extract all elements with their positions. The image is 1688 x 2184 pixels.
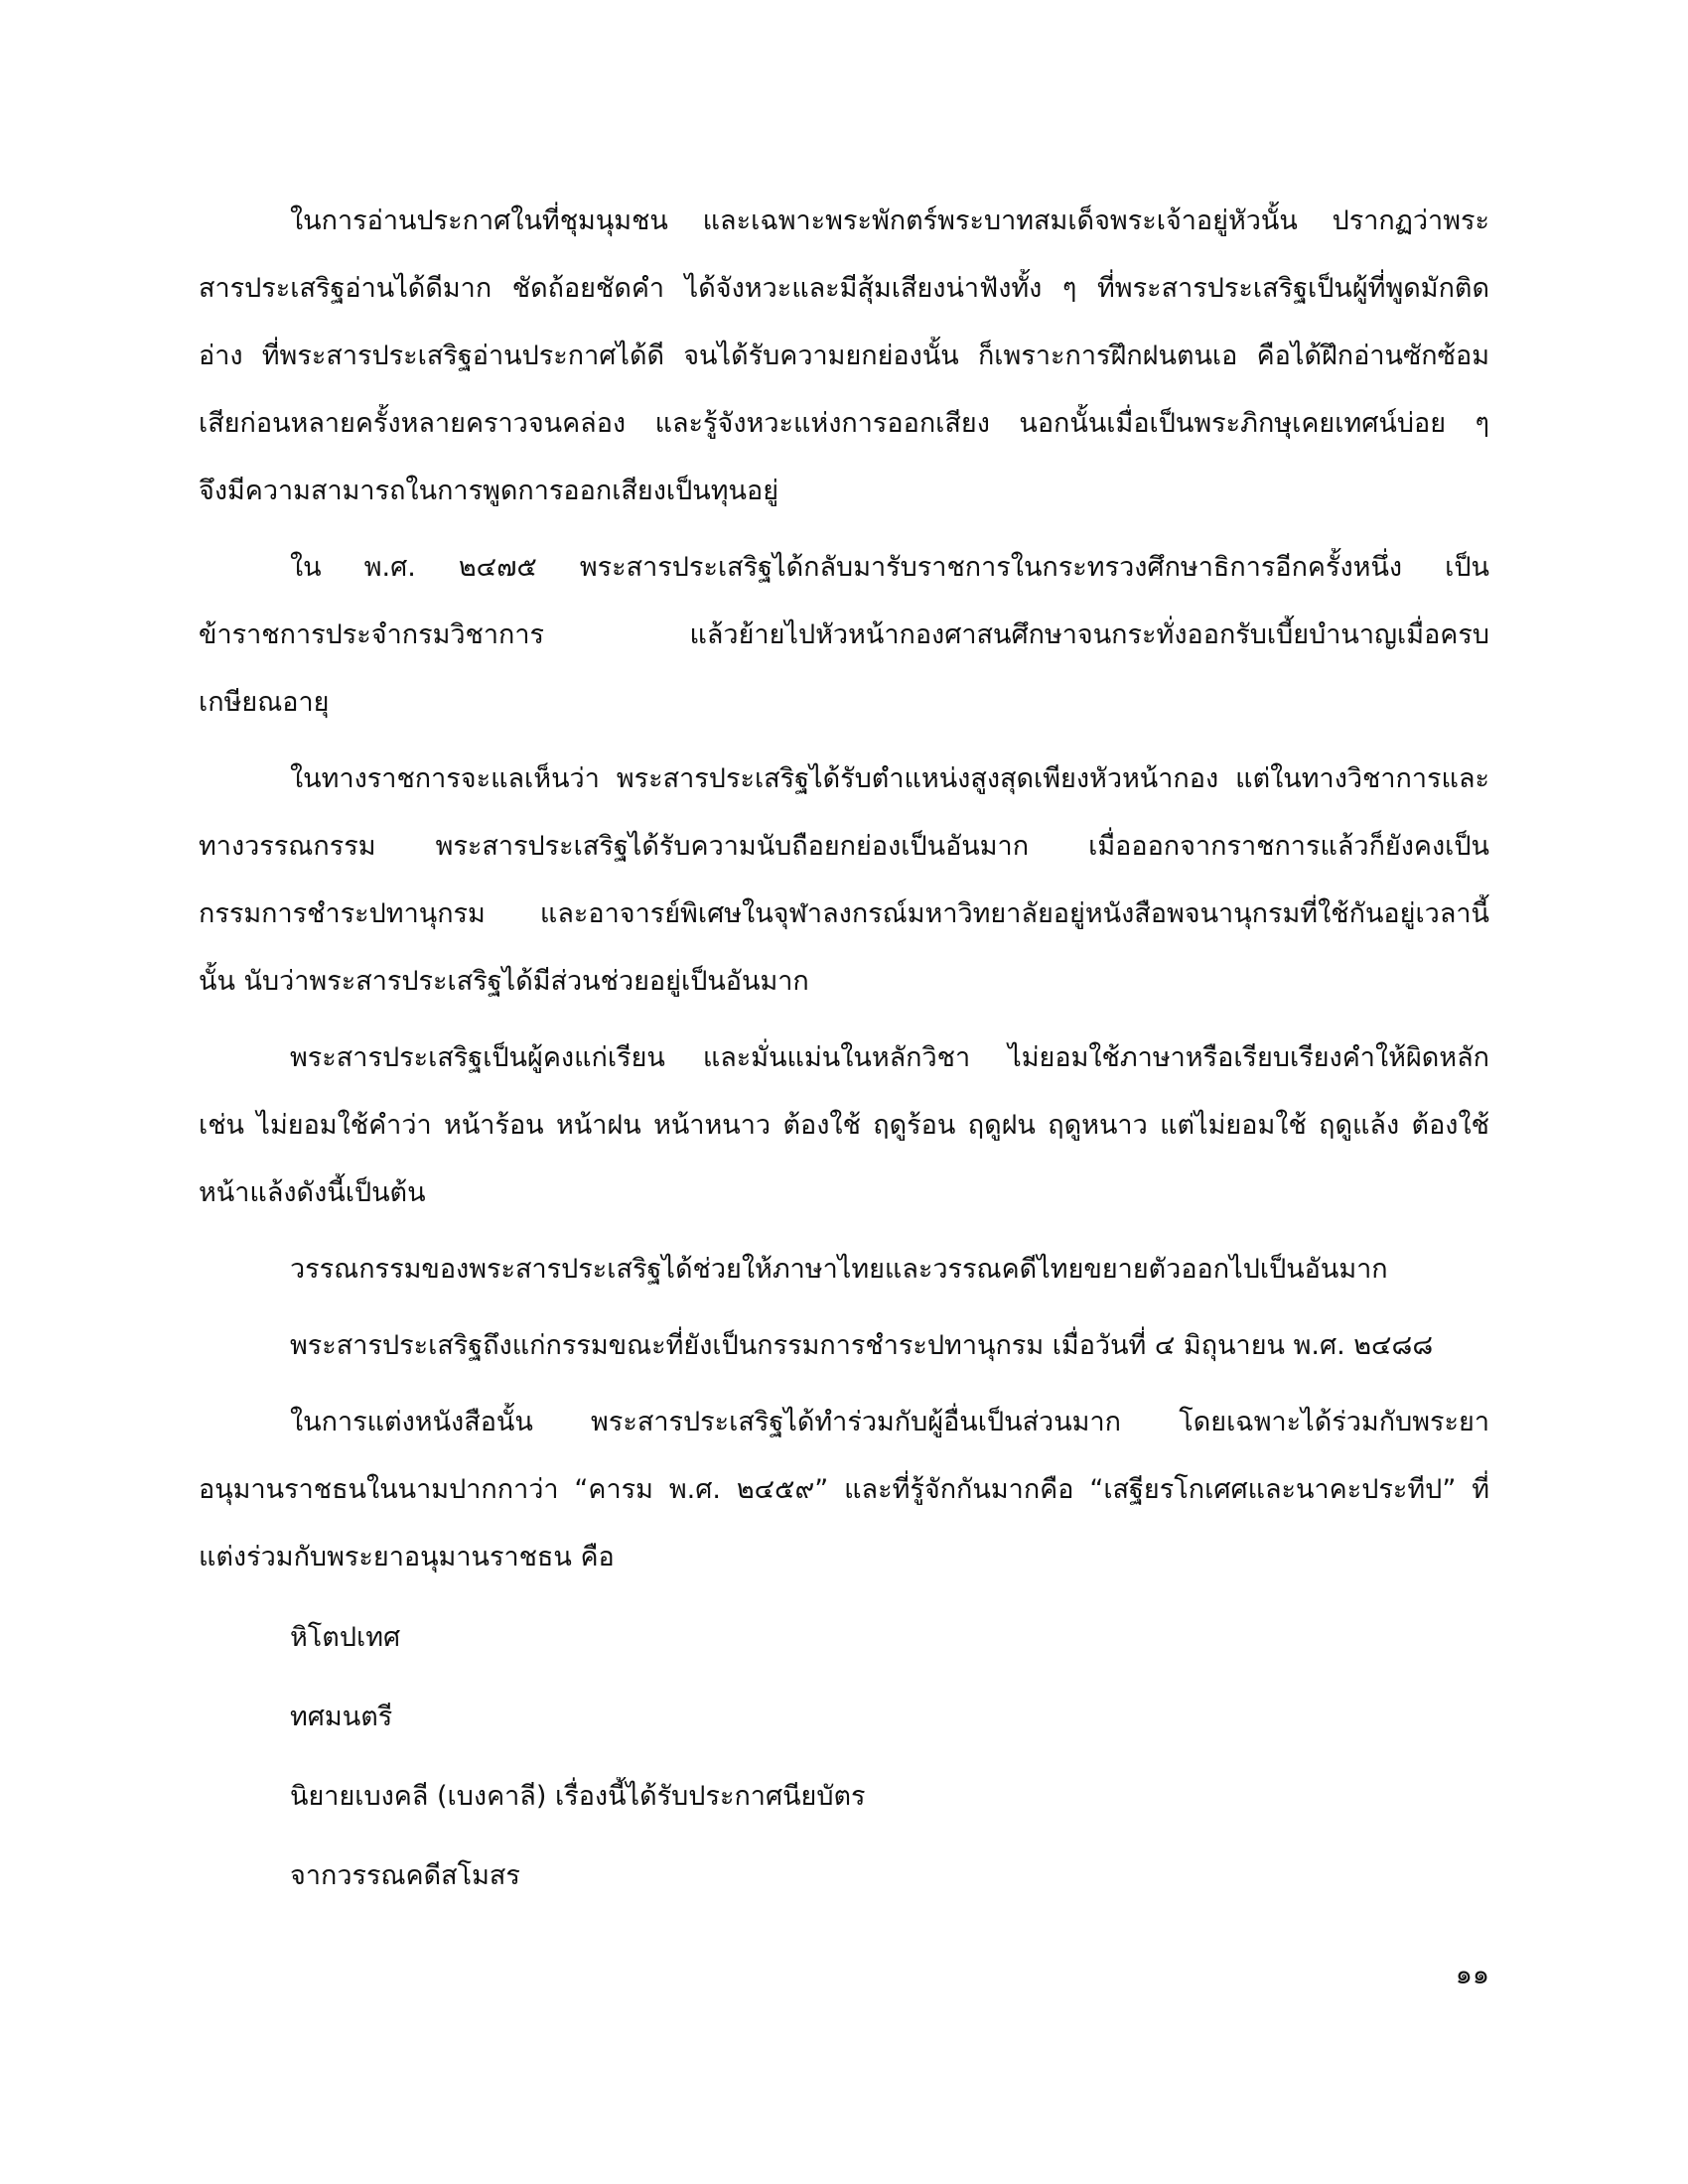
- paragraph-3-line-1: ในทางราชการจะแลเห็นว่า พระสารประเสริฐได้รับตำแหน่งสูงสุดเพียงหัวหน้ากอง แต่ในทางวิชาการและ: [290, 763, 1489, 794]
- paragraph-7-line-2: อนุมานราชธนในนามปากกาว่า “คารม พ.ศ. ๒๔๕๙” และที่รู้จักกันมากคือ “เสฐียรโกเศศและนาคะประทีป” ที่: [199, 1474, 1489, 1505]
- work-item-2: ทศมนตรี: [290, 1702, 393, 1732]
- work-item-4: จากวรรณคดีสโมสร: [290, 1860, 520, 1891]
- paragraph-1-line-1: ในการอ่านประกาศในที่ชุมนุมชน และเฉพาะพระพักตร์พระบาทสมเด็จพระเจ้าอยู่หัวนั้น ปรากฏว่าพระ: [290, 205, 1489, 236]
- paragraph-1-line-4: เสียก่อนหลายครั้งหลายคราวจนคล่อง และรู้จังหวะแห่งการออกเสียง นอกนั้นเมื่อเป็นพระภิกษุเคยเทศน์บ่อย ๆ: [199, 408, 1489, 439]
- paragraph-1-line-3: อ่าง ที่พระสารประเสริฐอ่านประกาศได้ดี จนได้รับความยกย่องนั้น ก็เพราะการฝึกฝนตนเอ คือได้ฝึกอ่านซักซ้อม: [199, 341, 1489, 371]
- paragraph-3-line-4: นั้น นับว่าพระสารประเสริฐได้มีส่วนช่วยอยู่เป็นอันมาก: [199, 966, 809, 997]
- paragraph-1-line-5: จึงมีความสามารถในการพูดการออกเสียงเป็นทุนอยู่: [199, 476, 779, 506]
- paragraph-6-line-1: พระสารประเสริฐถึงแก่กรรมขณะที่ยังเป็นกรรมการชำระปทานุกรม เมื่อวันที่ ๔ มิถุนายน พ.ศ. ๒๔๘๘: [290, 1330, 1434, 1361]
- paragraph-2-line-2: ข้าราชการประจำกรมวิชาการ แล้วย้ายไปหัวหน้ากองศาสนศึกษาจนกระทั่งออกรับเบี้ยบำนาญเมื่อครบ: [199, 619, 1489, 650]
- paragraph-7-line-3: แต่งร่วมกับพระยาอนุมานราชธน คือ: [199, 1542, 615, 1572]
- paragraph-3-line-3: กรรมการชำระปทานุกรม และอาจารย์พิเศษในจุฬาลงกรณ์มหาวิทยาลัยอยู่หนังสือพจนานุกรมที่ใช้กันอยู่เวลานี้: [199, 898, 1489, 929]
- paragraph-4-line-1: พระสารประเสริฐเป็นผู้คงแก่เรียน และมั่นแม่นในหลักวิชา ไม่ยอมใช้ภาษาหรือเรียบเรียงคำให้ผิดหลัก: [290, 1042, 1489, 1073]
- paragraph-1-line-2: สารประเสริฐอ่านได้ดีมาก ชัดถ้อยชัดคำ ได้จังหวะและมีสุ้มเสียงน่าฟังทั้ง ๆ ที่พระสารประเสริฐเป็นผู้ที่พูดมักติด: [199, 273, 1489, 304]
- paragraph-4-line-2: เช่น ไม่ยอมใช้คำว่า หน้าร้อน หน้าฝน หน้าหนาว ต้องใช้ ฤดูร้อน ฤดูฝน ฤดูหนาว แต่ไม่ยอมใช้ ฤดูแล้ง ต้องใช้: [199, 1110, 1489, 1141]
- page-number: ๑๑: [1455, 1960, 1489, 1990]
- paragraph-2-line-3: เกษียณอายุ: [199, 687, 330, 718]
- paragraph-5-line-1: วรรณกรรมของพระสารประเสริฐได้ช่วยให้ภาษาไทยและวรรณคดีไทยขยายตัวออกไปเป็นอันมาก: [290, 1254, 1388, 1285]
- paragraph-4-line-3: หน้าแล้งดังนี้เป็นต้น: [199, 1177, 426, 1208]
- paragraph-3-line-2: ทางวรรณกรรม พระสารประเสริฐได้รับความนับถือยกย่องเป็นอันมาก เมื่อออกจากราชการแล้วก็ยังคงเป็น: [199, 831, 1489, 862]
- work-item-3: นิยายเบงคลี (เบงคาลี) เรื่องนี้ได้รับประกาศนียบัตร: [290, 1781, 866, 1812]
- paragraph-2-line-1: ใน พ.ศ. ๒๔๗๕ พระสารประเสริฐได้กลับมารับราชการในกระทรวงศึกษาธิการอีกครั้งหนึ่ง เป็น: [290, 552, 1489, 583]
- work-item-1: หิโตปเทศ: [290, 1622, 401, 1653]
- paragraph-7-line-1: ในการแต่งหนังสือนั้น พระสารประเสริฐได้ทำร่วมกับผู้อื่นเป็นส่วนมาก โดยเฉพาะได้ร่วมกับพระยา: [290, 1407, 1489, 1437]
